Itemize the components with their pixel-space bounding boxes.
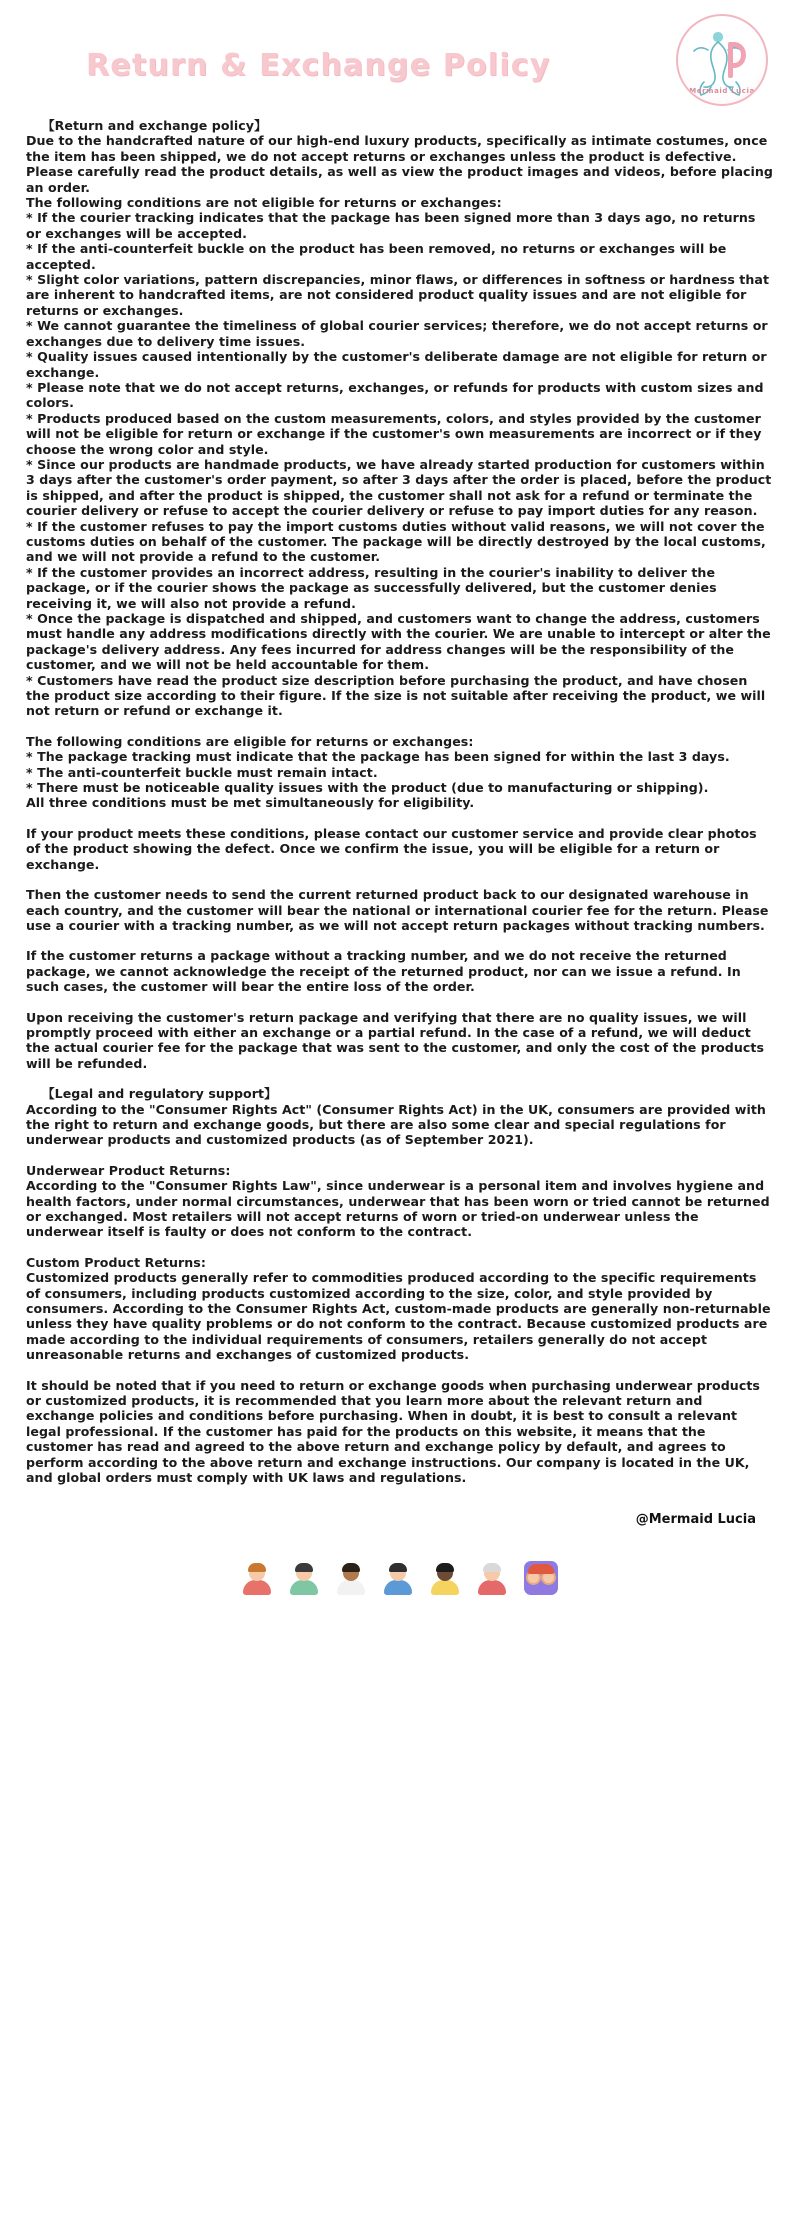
section1-intro: Due to the handcrafted nature of our high-end luxury products, specifically as intimate costumes, once the item has been shipped, we do not accept returns or exchanges unless the product is defective. Please carefully read the product details, as well as view the product images and videos, before placing an order. <box>26 133 778 195</box>
policy-paragraph: Then the customer needs to send the current returned product back to our designated warehouse in each country, and the customer will bear the national or international courier fee for the return. Please use a courier with a tracking number, as we will not accept return packages without tracking numbers. <box>26 887 773 933</box>
not-eligible-item: * Products produced based on the custom measurements, colors, and styles provided by the customer will not be eligible for return or exchange if the customer's own measurements are incorrect or if they choose the wrong color and style. <box>26 410 766 457</box>
spacer <box>26 933 774 948</box>
section2-intro: According to the "Consumer Rights Act" (Consumer Rights Act) in the UK, consumers are provided with the right to return and exchange goods, but there are also some clear and special regulations for underwear products and customized products (as of September 2021). <box>26 1101 771 1148</box>
page-header <box>0 0 800 118</box>
not-eligible-item: * If the courier tracking indicates that the package has been signed more than 3 days ago, no returns or exchanges will be accepted. <box>26 210 760 241</box>
eligible-item: * There must be noticeable quality issues with the product (due to manufacturing or shipping). <box>26 780 709 796</box>
avatar-person-4 <box>383 1563 413 1595</box>
underwear-heading: Underwear Product Returns: <box>26 1162 231 1178</box>
avatar-person-2 <box>289 1563 319 1595</box>
not-eligible-item: * Since our products are handmade products, we have already started production for customers within 3 days after the customer's order payment, so after 3 days after the order is placed, before the product is shipped, and after the product is shipped, the customer shall not ask for a refund or terminate the courier delivery or refuse to accept the courier delivery or refuse to pay import duties for any reason. <box>26 456 776 519</box>
underwear-body: According to the "Consumer Rights Law", since underwear is a personal item and involves hygiene and health factors, under normal circumstances, underwear that has been worn or tried cannot be returned or exchanged. Most retailers will not accept returns of worn or tried-on underwear unless the underwear itself is faulty or does not conform to the contract. <box>26 1178 775 1240</box>
page-title: Return & Exchange Policy <box>86 48 551 83</box>
avatar-strip <box>0 1527 800 1621</box>
spacer <box>26 719 774 734</box>
eligible-heading: The following conditions are eligible for returns or exchanges: <box>26 733 474 749</box>
not-eligible-item: * If the customer refuses to pay the import customs duties without valid reasons, we will not cover the customs duties on behalf of the customer. The package will be directly destroyed by the local customs, and we will not provide a refund to the customer. <box>26 518 771 565</box>
custom-heading: Custom Product Returns: <box>26 1254 206 1270</box>
not-eligible-item: * Please note that we do not accept returns, exchanges, or refunds for products with custom sizes and colors. <box>26 379 769 411</box>
policy-paragraph: If the customer returns a package without a tracking number, and we do not receive the returned package, we cannot acknowledge the receipt of the returned product, nor can we issue a refund. In such cases, the customer will bear the entire loss of the order. <box>26 948 746 995</box>
spacer <box>26 811 774 826</box>
spacer <box>26 1071 774 1086</box>
section1-heading: 【Return and exchange policy】 <box>42 118 267 133</box>
not-eligible-item: * Quality issues caused intentionally by the customer's deliberate damage are not eligible for return or exchange. <box>26 349 772 380</box>
policy-paragraph: Upon receiving the customer's return package and verifying that there are no quality issues, we will promptly proceed with either an exchange or a partial refund. In the case of a refund, we will deduct the actual courier fee for the package that was sent to the customer, and only the cost of the products will be refunded. <box>26 1009 769 1071</box>
avatar-group-icon <box>524 1561 558 1595</box>
not-eligible-heading: The following conditions are not eligible for returns or exchanges: <box>26 195 502 211</box>
avatar-person-3 <box>336 1563 366 1595</box>
signature: @Mermaid Lucia <box>635 1511 756 1527</box>
section2-heading: 【Legal and regulatory support】 <box>42 1086 277 1102</box>
spacer <box>26 1363 774 1378</box>
spacer <box>26 1148 774 1163</box>
logo-label: Mermaid Lucia <box>689 87 755 95</box>
eligible-item: * The package tracking must indicate that the package has been signed for within the last 3 days. <box>26 749 730 765</box>
spacer <box>26 995 774 1010</box>
avatar-person-6 <box>477 1563 507 1595</box>
mermaid-logo-icon <box>676 14 768 106</box>
not-eligible-item: * If the anti-counterfeit buckle on the product has been removed, no returns or exchanges will be accepted. <box>26 241 731 272</box>
closing-paragraph: It should be noted that if you need to return or exchange goods when purchasing underwear products or customized products, it is recommended that you learn more about the relevant return and exchange policies and conditions before purchasing. When in doubt, it is best to consult a relevant legal professional. If the customer has paid for the products on this website, it means that the customer has read and agreed to the above return and exchange policy by default, and agrees to perform according to the above return and exchange instructions. Our company is located in the UK, and global orders must comply with UK laws and regulations. <box>26 1377 765 1486</box>
policy-body <box>0 118 800 1486</box>
eligible-note: All three conditions must be met simultaneously for eligibility. <box>26 795 475 811</box>
avatar-person-1 <box>242 1563 272 1595</box>
eligible-item: * The anti-counterfeit buckle must remain intact. <box>26 764 378 780</box>
not-eligible-item: * Slight color variations, pattern discrepancies, minor flaws, or differences in softness or hardness that are inherent to handcrafted items, are not considered product quality issues and are not eligible for returns or exchanges. <box>26 272 774 318</box>
policy-paragraph: If your product meets these conditions, please contact our customer service and provide clear photos of the product showing the defect. Once we confirm the issue, you will be eligible for a return or exchange. <box>26 825 762 872</box>
not-eligible-item: * Once the package is dispatched and shipped, and customers want to change the address, customers must handle any address modifications directly with the courier. We are unable to intercept or alter the package's delivery address. Any fees incurred for address changes will be the responsibility of the customer, and we will not be held accountable for them. <box>26 611 776 673</box>
spacer <box>26 1240 774 1255</box>
not-eligible-item: * If the customer provides an incorrect address, resulting in the courier's inability to deliver the package, or if the courier shows the package as successfully delivered, but the customer denies receiving it, we will also not provide a refund. <box>26 564 722 611</box>
spacer <box>26 872 774 887</box>
custom-body: Customized products generally refer to commodities produced according to the specific requirements of consumers, including products customized according to the size, color, and style provided by consumers. According to the Consumer Rights Act, custom-made products are generally non-returnable unless they have quality problems or do not conform to the contract. Because customized products are made according to the individual requirements of consumers, retailers generally do not accept unreasonable returns and exchanges of customized products. <box>26 1270 775 1363</box>
not-eligible-item: * Customers have read the product size description before purchasing the product, and have chosen the product size according to their figure. If the size is not suitable after receiving the product, we will not return or refund or exchange it. <box>26 672 770 719</box>
not-eligible-item: * We cannot guarantee the timeliness of global courier services; therefore, we do not accept returns or exchanges due to delivery time issues. <box>26 318 773 349</box>
avatar-person-5 <box>430 1563 460 1595</box>
